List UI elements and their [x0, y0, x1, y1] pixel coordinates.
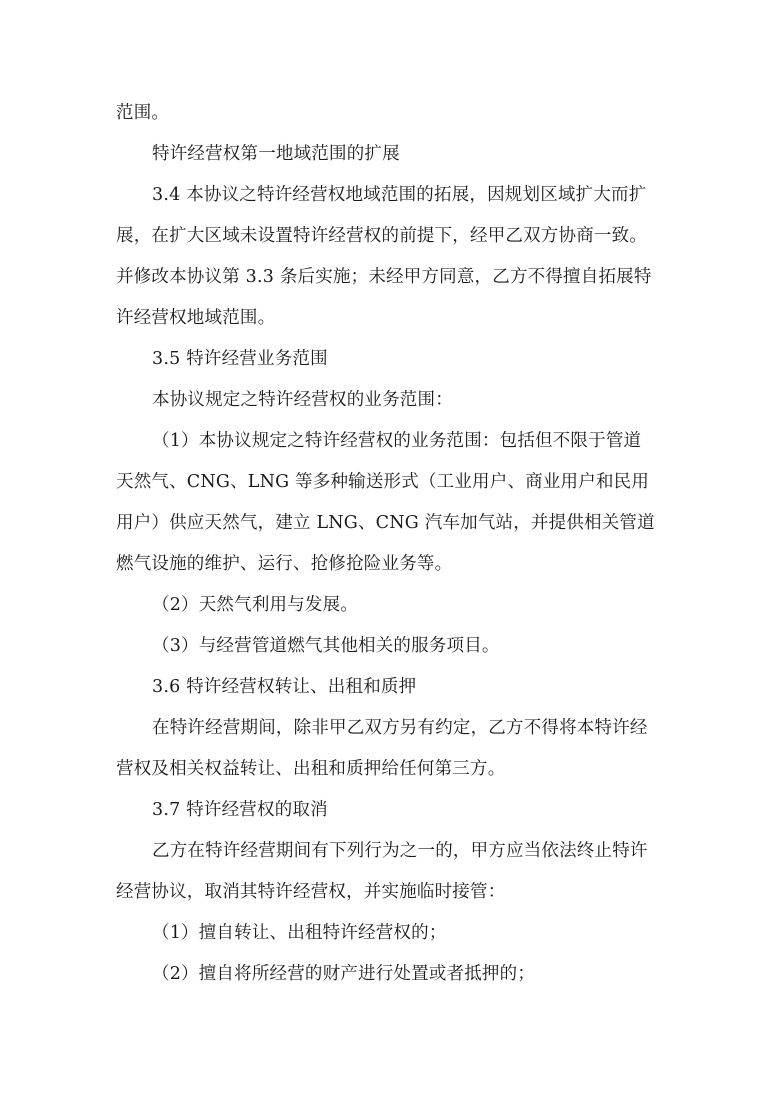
section-heading: 特许经营权第一地域范围的扩展	[152, 144, 400, 164]
text-line: 燃气设施的维护、运行、抢修抢险业务等。	[116, 554, 453, 574]
list-item: （1）擅自转让、出租特许经营权的；	[152, 923, 447, 943]
text-line: 本协议规定之特许经营权的业务范围：	[152, 390, 453, 410]
text-line: 在特许经营期间，除非甲乙双方另有约定，乙方不得将本特许经	[152, 718, 648, 738]
section-heading: 3.5 特许经营业务范围	[152, 349, 328, 369]
list-item: （2）天然气利用与发展。	[152, 595, 359, 615]
list-item: （2）擅自将所经营的财产进行处置或者抵押的；	[152, 964, 536, 984]
text-line: 3.4 本协议之特许经营权地域范围的拓展，因规划区域扩大而扩	[152, 185, 647, 205]
section-heading: 3.6 特许经营权转让、出租和质押	[152, 677, 417, 697]
list-item: （3）与经营管道燃气其他相关的服务项目。	[152, 636, 500, 656]
text-line: 天然气、CNG、LNG 等多种输送形式（工业用户、商业用户和民用	[116, 472, 650, 492]
text-line: 展，在扩大区域未设置特许经营权的前提下，经甲乙双方协商一致。	[116, 226, 647, 246]
text-line: 许经营权地域范围。	[116, 308, 276, 328]
text-line: 乙方在特许经营期间有下列行为之一的，甲方应当依法终止特许	[152, 841, 648, 861]
list-item: （1）本协议规定之特许经营权的业务范围：包括但不限于管道	[152, 431, 642, 451]
text-line: 并修改本协议第 3.3 条后实施；未经甲方同意，乙方不得擅自拓展特	[116, 267, 652, 287]
text-line: 用户）供应天然气，建立 LNG、CNG 汽车加气站，并提供相关管道	[116, 513, 655, 533]
text-line: 经营协议，取消其特许经营权，并实施临时接管：	[116, 882, 506, 902]
section-heading: 3.7 特许经营权的取消	[152, 800, 328, 820]
text-line: 营权及相关权益转让、出租和质押给任何第三方。	[116, 759, 506, 779]
text-line: 范围。	[116, 103, 170, 123]
